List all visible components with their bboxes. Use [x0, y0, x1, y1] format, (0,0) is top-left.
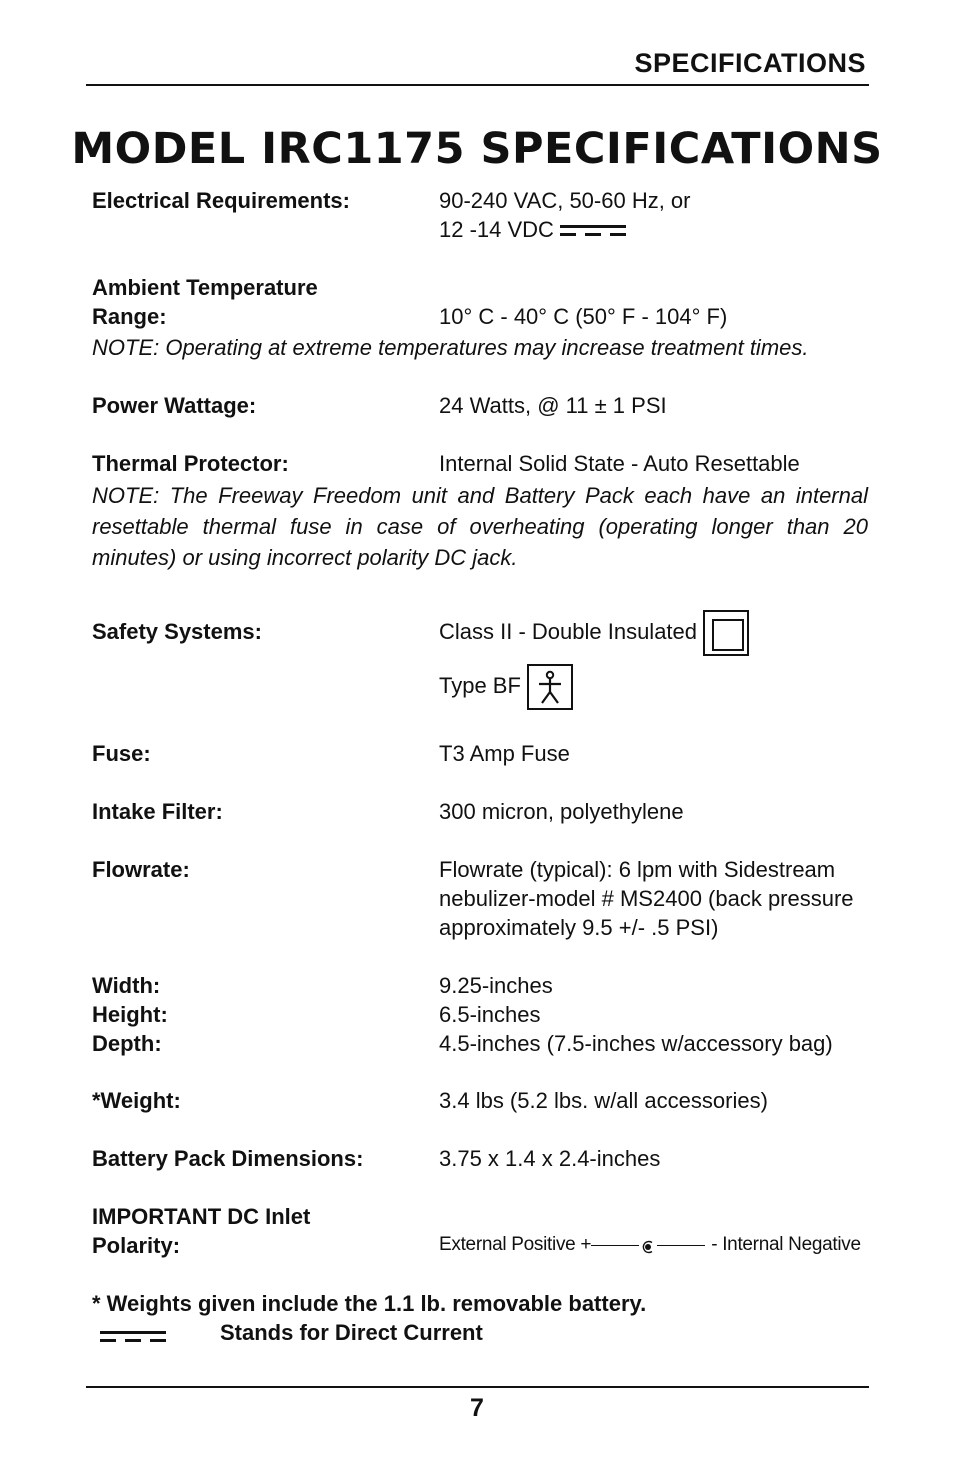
safety-label: Safety Systems: [92, 619, 262, 644]
weight-value: 3.4 lbs (5.2 lbs. w/all accessories) [439, 1088, 768, 1113]
polarity-label-line1: IMPORTANT DC Inlet [92, 1204, 311, 1229]
flowrate-value-line1: Flowrate (typical): 6 lpm with Sidestream [439, 857, 836, 882]
dc-polarity-icon [641, 1238, 655, 1252]
ambient-label-line2: Range: [92, 304, 167, 329]
flowrate-value-line3: approximately 9.5 +/- .5 PSI) [439, 915, 719, 940]
ambient-label-line1: Ambient Temperature [92, 275, 318, 300]
electrical-value-line1: 90-240 VAC, 50-60 Hz, or [439, 188, 691, 213]
safety-class2-row [439, 610, 749, 656]
polarity-negative-text: - Internal Negative [711, 1234, 861, 1255]
page-number: 7 [470, 1394, 484, 1422]
direct-current-icon [100, 1330, 166, 1344]
electrical-value-line2-row [439, 217, 626, 243]
polarity-positive-text: External Positive + [439, 1234, 592, 1255]
safety-typebf-row [439, 664, 573, 710]
section-heading: SPECIFICATIONS [634, 48, 866, 78]
page-title: MODEL IRC1175 SPECIFICATIONS [71, 124, 883, 174]
footer-rule [86, 1386, 869, 1388]
ambient-value: 10° C - 40° C (50° F - 104° F) [439, 304, 728, 329]
fuse-label: Fuse: [92, 741, 151, 766]
thermal-value: Internal Solid State - Auto Resettable [439, 451, 800, 476]
flowrate-value-line2: nebulizer-model # MS2400 (back pressure [439, 886, 854, 911]
class-ii-double-insulated-icon [703, 610, 749, 656]
ambient-note: NOTE: Operating at extreme temperatures may increase treatment times. [92, 335, 809, 360]
weight-label: *Weight: [92, 1088, 181, 1113]
depth-value: 4.5-inches (7.5-inches w/accessory bag) [439, 1031, 833, 1056]
footnote-weights: * Weights given include the 1.1 lb. removable battery. [92, 1291, 647, 1316]
height-value: 6.5-inches [439, 1002, 541, 1027]
safety-class2-text: Class II - Double Insulated [439, 618, 698, 644]
intake-label: Intake Filter: [92, 799, 223, 824]
footnote-dc-icon-wrap [100, 1328, 166, 1346]
header-rule [86, 84, 869, 86]
electrical-value-line2: 12 -14 VDC [439, 217, 554, 242]
battery-label: Battery Pack Dimensions: [92, 1146, 364, 1171]
safety-typebf-text: Type BF [439, 672, 521, 698]
depth-label: Depth: [92, 1031, 162, 1056]
power-label: Power Wattage: [92, 393, 257, 418]
direct-current-icon [560, 224, 626, 238]
polarity-diagram [439, 1234, 861, 1256]
electrical-label: Electrical Requirements: [92, 188, 350, 213]
polarity-label-line2: Polarity: [92, 1233, 181, 1258]
width-value: 9.25-inches [439, 973, 553, 998]
height-label: Height: [92, 1002, 168, 1027]
thermal-note: NOTE: The Freeway Freedom unit and Battery Pack each have an internal resettable thermal fuse in case of overheating (operating longer than 20 minutes) or using incorrect polarity DC jack. [92, 483, 868, 570]
intake-value: 300 micron, polyethylene [439, 799, 684, 824]
footnote-dc: Stands for Direct Current [220, 1320, 483, 1345]
type-bf-icon [527, 664, 573, 710]
power-value: 24 Watts, @ 11 ± 1 PSI [439, 393, 667, 418]
flowrate-label: Flowrate: [92, 857, 190, 882]
battery-value: 3.75 x 1.4 x 2.4-inches [439, 1146, 661, 1171]
fuse-value: T3 Amp Fuse [439, 741, 570, 766]
thermal-label: Thermal Protector: [92, 451, 289, 476]
width-label: Width: [92, 973, 161, 998]
